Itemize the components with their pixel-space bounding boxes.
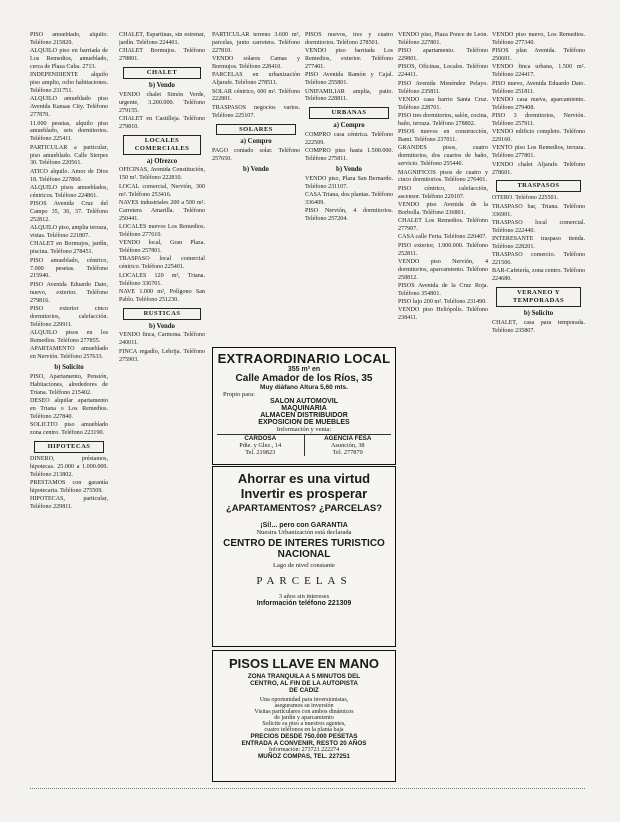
ad-line: Nuestra Urbanización está declarada	[256, 529, 352, 536]
classified-ad: VENDO local, Gran Plaza. Teléfono 257801.	[119, 240, 205, 255]
classified-ad: PISO Avenida Ramón y Cajal. Teléfono 255801.	[305, 72, 393, 87]
c4-list-1	[305, 132, 393, 164]
classified-ad: PISOS plan Avenida. Teléfono 250601.	[492, 48, 585, 63]
classified-ad: PISO lujo 200 m². Teléfono 231490.	[398, 299, 487, 306]
classified-ad: ALQUILO piso en barriada de Los Remedios, amueblado, cerca de Plaza Cuba. 2713.	[30, 48, 108, 71]
classified-ad: ATICO alquilo. Amor de Dios 18. Teléfono 227860.	[30, 168, 108, 183]
classified-ad: PISO Nervión, 4 dormitorios. Teléfono 257204.	[305, 208, 393, 223]
classified-ad: MAGNIFICOS pisos de cuatro y cinco dormitorios. Teléfono 276401.	[398, 169, 488, 184]
ad-line: ALMACEN DISTRIBUIDOR	[260, 412, 348, 419]
ad-line: Información: 273721 222274	[268, 747, 340, 753]
classified-ad: PISO exterior, 1.900.000. Teléfono 252811.	[398, 242, 488, 257]
classified-ad: VENDO piso Heliópolis. Teléfono 238411.	[398, 307, 488, 322]
classified-ad: VENDO finca, Carmona. Teléfono 240011.	[119, 332, 205, 347]
classified-ad: CHALET en Castilleja. Teléfono 279810.	[119, 115, 205, 130]
classified-column-1	[30, 32, 108, 512]
section-heading-hipotecas: HIPOTECAS	[34, 441, 104, 453]
agent-name: AGENCIA FESA	[324, 435, 372, 442]
ad-title: PISOS LLAVE EN MANO	[229, 656, 379, 671]
classified-ad: PISO apartamento. Teléfono 229801.	[398, 48, 488, 63]
c1-tail-list	[30, 456, 108, 512]
classified-ad: CHALET Bormujos. Teléfono 278801.	[119, 48, 205, 63]
ad-line: ¡Sí!... pero con GARANTIA	[260, 522, 348, 529]
classified-ad: PISOS, Oficinas, Locales. Teléfono 224411.	[398, 64, 488, 79]
ad-line: CENTRO, AL FIN DE LA AUTOPISTA	[250, 680, 358, 687]
classified-ad: CHALET, Espartinas, sin estrenar, jardín. Teléfono 224401.	[119, 32, 205, 46]
ad-line: MUÑOZ COMPAS, TEL. 227251	[258, 753, 350, 760]
classified-ad: COMPRO casa céntrica. Teléfono 222509.	[305, 132, 393, 147]
classified-ad: PAGO contado solar. Teléfono 257650.	[212, 148, 300, 163]
classified-ad: OTERO. Teléfono 225501.	[492, 195, 559, 202]
classified-column-4	[305, 32, 393, 342]
agent-phone: Tel. 277879	[332, 449, 363, 456]
ad-line: Información teléfono 221309	[256, 600, 352, 607]
classified-column-3	[212, 32, 300, 342]
classified-ad: INTERESANTE traspaso tienda. Teléfono 228201.	[492, 236, 585, 250]
agent-phone: Tel. 219823	[245, 449, 276, 456]
ad-line: 3 años sin intereses	[278, 593, 330, 600]
c4-top-list	[305, 32, 393, 104]
agent-address: Asunción, 38	[330, 442, 365, 449]
ad-line: Invertir es prosperar	[240, 486, 368, 501]
ad-line: Ahorrar es una virtud	[237, 471, 371, 486]
classified-ad: PISOS Avenida de la Cruz Roja. Teléfono 354801.	[398, 282, 488, 297]
c3-list-1	[212, 148, 300, 164]
section-subheading: b) Solicito	[523, 310, 554, 318]
section-heading-veraneo: VERANEO Y TEMPORADAS	[496, 287, 581, 307]
section-subheading: a) Compro	[240, 138, 272, 146]
section-heading-traspasos: TRASPASOS	[496, 180, 581, 192]
section-subheading: b) Vendo	[149, 81, 175, 89]
classified-ad: PISO céntrico, calefacción, ascensor. Teléfono 229107.	[398, 185, 488, 200]
ad-line: CENTRO DE INTERES TURISTICO	[223, 538, 385, 549]
classified-ad: PISOS nuevos en construcción, Bami. Teléfono 237011.	[398, 129, 488, 144]
ad-line: MAQUINARIA	[281, 405, 327, 412]
ad-line: Calle Amador de los Ríos, 35	[235, 373, 373, 384]
agent-address: Pdte. y Glez., 14	[239, 442, 282, 449]
classified-ad: OFICINAS, Avenida Constitución, 150 m². Teléfono 222810.	[119, 167, 205, 182]
classified-ad: NAVES industriales 200 a 500 m². Carretera Amarilla. Teléfono 250441.	[119, 199, 205, 222]
c2-list-1	[119, 92, 205, 132]
c3-top-list	[212, 32, 300, 121]
ad-line: de jardín y aparcamiento	[274, 715, 334, 721]
classified-ad: ALQUILO pisos amueblados, céntricos. Teléfono 224861.	[30, 184, 108, 199]
ad-line: Lago de nivel constante	[273, 562, 335, 569]
classified-ad: PISO amueblado, alquilo. Teléfono 215820.	[30, 32, 108, 46]
c1-list	[30, 32, 108, 362]
c6-list-2	[492, 195, 585, 284]
ad-line: SALON AUTOMOVIL	[269, 398, 339, 405]
classified-ad: CHALET en Bormujos, jardín, piscina. Teléfono 278451.	[30, 241, 108, 256]
classified-ad: PARCELAS en urbanización Aljarafe. Teléfono 278511.	[212, 72, 300, 87]
classified-ad: PISOS nuevos, tres y cuatro dormitorios. Teléfono 278501.	[305, 32, 393, 46]
classified-ad: VENTO piso Los Remedios, terraza. Teléfono 277801.	[492, 145, 585, 160]
classified-ad: ALQUILO piso, amplia terraza, vistas. Teléfono 221807.	[30, 225, 108, 240]
classified-ad: DESEO alquilar apartamento en Triana o Los Remedios. Teléfono 227840.	[30, 398, 108, 420]
section-subheading: b) Solicito	[54, 364, 84, 372]
ad-line: Información y venta:	[276, 426, 332, 433]
classified-column-2	[119, 32, 205, 365]
agent-fesa	[305, 435, 392, 456]
ad-line: PARCELAS	[256, 575, 352, 587]
ad-line: cuatro teléfonos en la planta baja	[264, 727, 344, 733]
classified-ad: PISO 3 dormitorios, Nervión. Teléfono 257911.	[492, 113, 585, 127]
classified-ad: VENDO piso nuevo, Los Remedios. Teléfono 277340.	[492, 32, 585, 46]
classified-column-5	[398, 32, 488, 792]
classified-ad: NAVE 1.000 m², Polígono San Pablo. Teléfono 251230.	[119, 288, 205, 303]
c4-list-2	[305, 176, 393, 224]
classified-ad: COMPRO piso hasta 1.500.000. Teléfono 275811.	[305, 148, 393, 163]
classified-ad: VENDO finca urbana, 1.500 m². Teléfono 224417.	[492, 64, 585, 79]
agent-cardosa	[217, 435, 305, 456]
classified-ad: VENDO piso Avenida de la Borbolla. Teléfono 236801.	[398, 201, 488, 216]
ad-extraordinario-local	[212, 347, 396, 465]
classified-ad: PISO amueblado, céntrico, 7.000 pesetas. Teléfono 215940.	[30, 257, 108, 280]
classified-ad: VENDO edificio completo. Teléfono 229160.	[492, 129, 585, 144]
classified-ad: VENDO chalet Simón Verde, urgente, 3.200.000. Teléfono 279155.	[119, 91, 205, 114]
c2-top-list	[119, 32, 205, 64]
classified-ad: PISOS Avenida Cruz del Campo 35, 36, 37. Teléfono 252812.	[30, 201, 108, 223]
classified-ad: BAR-Cafetería, zona centro. Teléfono 224680.	[492, 268, 585, 283]
section-heading-locales: LOCALES COMERCIALES	[123, 135, 201, 155]
classified-ad: 11.000 pesetas, alquilo piso amueblado, seis dormitorios. Teléfono 225411.	[30, 120, 108, 143]
classified-column-6	[492, 32, 585, 792]
section-subheading: b) Vendo	[336, 166, 362, 174]
c2-list-2	[119, 167, 205, 304]
classified-ad: TRASPASO comercio. Teléfono 221506.	[492, 252, 585, 267]
classified-ad: TRASPASO local comercial céntrico. Teléfono 225401.	[119, 256, 205, 271]
ad-title: EXTRAORDINARIO LOCAL	[217, 351, 391, 366]
section-heading-rusticas: RUSTICAS	[123, 308, 201, 320]
c2-list-3	[119, 332, 205, 364]
classified-ad: VENDO piso Nervión, 4 dormitorios, aparcamiento. Teléfono 258812.	[398, 258, 488, 281]
classified-ad: INDEPENDIENTE alquilo piso amplio, ocho habitaciones. Teléfono 231751.	[30, 72, 108, 95]
section-subheading: b) Vendo	[243, 166, 269, 174]
ad-line: 355 m² en	[287, 366, 321, 373]
classified-ad: VENDO piso barriada Los Remedios, exterior. Teléfono 277401.	[305, 48, 393, 71]
page-bottom-rule	[30, 788, 585, 789]
ad-line: NACIONAL	[277, 549, 331, 560]
ad-line: ¿APARTAMENTOS? ¿PARCELAS?	[225, 503, 383, 514]
c5-list	[398, 32, 488, 323]
classified-ad: PRESTAMOS con garantía hipotecaria. Teléfono 275509.	[30, 479, 108, 494]
classified-ad: PISO Avenida Menéndez Pelayo. Teléfono 235811.	[398, 80, 488, 95]
ad-line: EXPOSICION DE MUEBLES	[258, 419, 350, 426]
agent-name: CARDOSA	[244, 435, 277, 442]
section-heading-urbanas: URBANAS	[309, 107, 389, 119]
classified-ad: VENDO solares Camas y Bormujos. Teléfono 228410.	[212, 56, 300, 71]
ad-line: ENTRADA A CONVENIR, RESTO 20 AÑOS	[241, 740, 367, 747]
classified-ad: HIPOTECAS, particular, Teléfono 229811.	[30, 496, 108, 511]
classified-ad: PISO tres dormitorios, salón, cocina, baño, terraza. Teléfono 278802.	[398, 113, 488, 127]
ad-line: Muy diáfano Altura 5,60 mts.	[260, 384, 348, 391]
classified-ad: VENDO piso, Plaza Ponce de León. Teléfono 227801.	[398, 32, 488, 46]
classified-ad: ALQUILO amueblado piso Avenida Kansas City. Teléfono 277870.	[30, 96, 108, 119]
classified-ad: PISO exterior cinco dormitorios, calefacción. Teléfono 229911.	[30, 305, 108, 328]
ad-line: ZONA TRANQUILA A 5 MINUTOS DEL	[247, 673, 361, 680]
ad-invertir-parcelas	[212, 466, 396, 647]
classified-ad: CHALET, casa para temporada. Teléfono 235807.	[492, 319, 585, 334]
ad-line: PRECIOS DESDE 750.000 PESETAS	[250, 733, 358, 740]
classified-ad: DINERO, préstamos, hipotecas. 25.000 a 1.000.000. Teléfono 213802.	[30, 455, 108, 478]
classified-ad: ALQUILO pisos en los Remedios. Teléfono 277855.	[30, 330, 108, 344]
classified-ad: SOLICITO piso amueblado zona centro. Teléfono 223190.	[30, 422, 108, 437]
classified-ad: TRASPASOS negocios varios. Teléfono 225107.	[212, 104, 300, 119]
classified-ad: SOLAR céntrico, 600 m². Teléfono 222801.	[212, 88, 300, 103]
classified-ad: FINCA regadío, Lebrija. Teléfono 275903.	[119, 348, 205, 363]
classified-ad: VENDO casa nueva, aparcamiento. Teléfono 279408.	[492, 96, 585, 111]
c6-list-3	[492, 320, 585, 336]
classified-ad: LOCALES 120 m², Triana. Teléfono 336701.	[119, 272, 205, 287]
classified-ad: TRASPASO local comercial. Teléfono 222440.	[492, 219, 585, 234]
ad-line: aseguramos su inversión	[274, 703, 334, 709]
classified-ad: CHALET Los Remedios. Teléfono 277907.	[398, 218, 488, 233]
ad-line: Solicite su piso a nuestros agentes,	[262, 721, 346, 727]
classified-ad: PISO nuevo, Avenida Eduardo Dato. Teléfono 251811.	[492, 80, 585, 95]
classified-ad: VENDO chalet Aljarafe. Teléfono 278601.	[492, 161, 585, 176]
classified-ad: VENDO casa barrio Santa Cruz. Teléfono 228701.	[398, 96, 488, 111]
section-subheading: a) Ofrezco	[146, 157, 178, 165]
section-heading-solares: SOLARES	[216, 124, 296, 136]
classified-ad: LOCAL comercial, Nervión, 300 m². Teléfono 253416.	[119, 183, 205, 198]
classified-ad: PISO Avenida Eduardo Dato, nuevo, exterior. Teléfono 279816.	[30, 281, 108, 304]
classified-ad: PARTICULAR terreno 3.600 m², parcelas, junto carretera. Teléfono 227810.	[212, 32, 300, 54]
ad-line: Propio para:	[223, 391, 255, 398]
c6-list-1	[492, 32, 585, 177]
ad-line: DE CADIZ	[289, 687, 319, 694]
classified-ad: PISO, Apartamento, Pensión, Habitaciones, alrededores de Triana. Teléfono 215402.	[30, 373, 108, 396]
classified-ad: GRANDES pisos, cuatro dormitorios, dos cuartos de baño, servicio. Teléfono 255440.	[398, 145, 488, 168]
section-subheading: b) Vendo	[149, 322, 175, 330]
ad-agents	[217, 434, 391, 456]
ad-pisos-llave-en-mano	[212, 650, 396, 782]
ad-line: Visitas particulares con ambos dinámicos	[254, 709, 354, 715]
classified-ad: CASA calle Feria. Teléfono 220407.	[398, 234, 487, 241]
classified-ad: UNIFAMILIAR amplia, patio. Teléfono 228811.	[305, 88, 393, 103]
classified-ad: APARTAMENTO amueblado en Nervión. Teléfono 257633.	[30, 346, 108, 361]
ad-line: Una oportunidad para inversionistas,	[259, 697, 349, 703]
classified-ad: CASA Triana, dos plantas. Teléfono 336409.	[305, 192, 393, 207]
classified-ad: PARTICULAR a particular, piso amueblado. Calle Sierpes 30. Teléfono 220561.	[30, 144, 108, 167]
classified-ad: VENDO piso, Plaza San Bernardo. Teléfono 231107.	[305, 176, 393, 190]
classified-ad: TRASPASO bar, Triana. Teléfono 336901.	[492, 203, 585, 218]
section-heading-chalet: CHALET	[123, 67, 201, 79]
classified-ad: LOCALES nuevos Los Remedios. Teléfono 277610.	[119, 223, 205, 238]
c1-after-list	[30, 374, 108, 438]
section-subheading: a) Compro	[333, 122, 365, 130]
